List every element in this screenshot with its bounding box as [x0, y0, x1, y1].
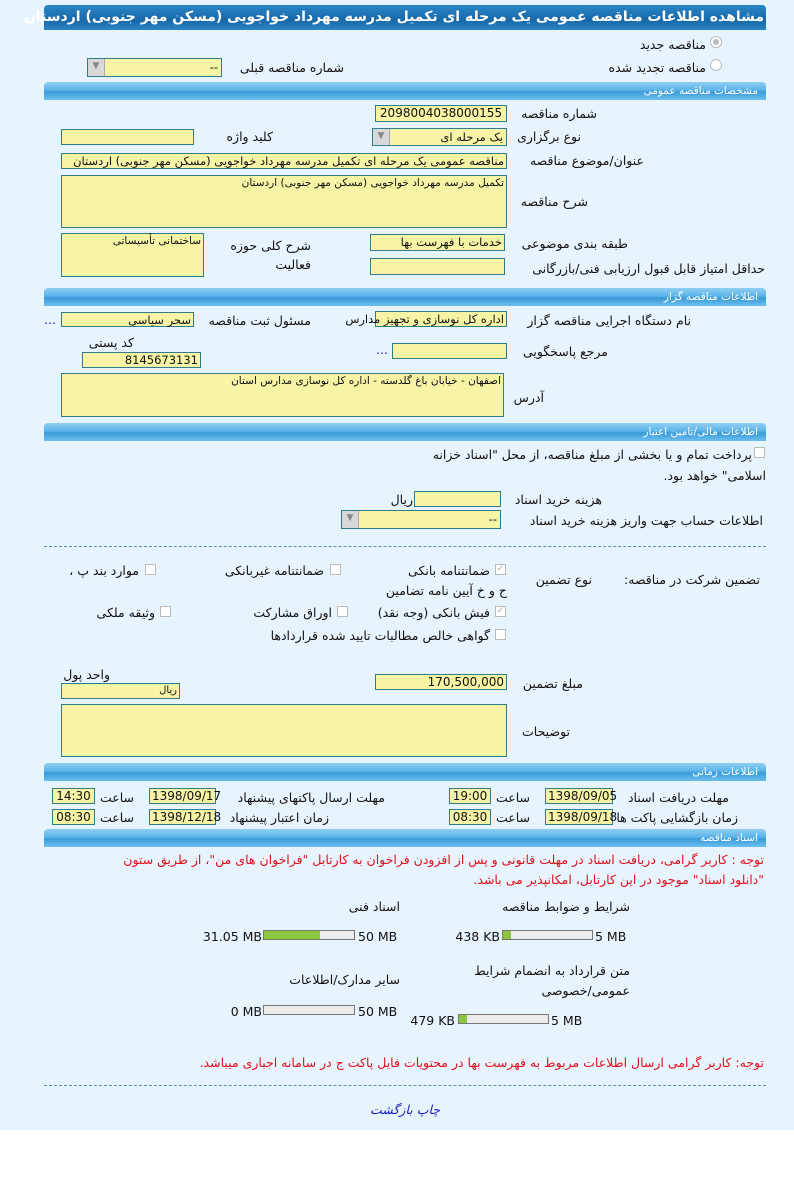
- chevron-down-icon: ▼: [342, 511, 359, 528]
- doc-progress: [263, 1005, 355, 1015]
- open-date-field[interactable]: 1398/09/18: [545, 809, 613, 825]
- property-label: وثیقه ملکی: [96, 605, 155, 620]
- property-checkbox[interactable]: [160, 606, 171, 617]
- divider: [44, 546, 766, 547]
- doc-progress-fill: [503, 931, 511, 939]
- org-label: نام دستگاه اجرایی مناقصه گزار: [527, 313, 691, 328]
- account-select[interactable]: ▼ --: [341, 510, 501, 529]
- guarantee-type-label: نوع تضمین: [535, 572, 592, 587]
- activity-label: شرح کلی حوزه فعالیت: [230, 238, 311, 272]
- treasury-checkbox[interactable]: [754, 447, 765, 458]
- treasury-text-2: اسلامی" خواهد بود.: [663, 468, 766, 483]
- doc-size: 438 KB: [455, 929, 500, 944]
- radio-renewed-tender[interactable]: [710, 59, 722, 71]
- ref-label: مرجع پاسخگویی: [522, 344, 608, 359]
- doc-max: 5 MB: [595, 929, 627, 944]
- radio-new-tender[interactable]: [710, 36, 722, 48]
- doc-max: 50 MB: [358, 1004, 398, 1019]
- hour-label: ساعت: [495, 810, 530, 825]
- type-label: نوع برگزاری: [517, 129, 581, 144]
- chevron-down-icon: ▼: [373, 129, 390, 145]
- cash-checkbox[interactable]: ✓: [496, 606, 505, 616]
- section-time: اطلاعات زمانی: [44, 763, 766, 781]
- org-field[interactable]: اداره کل نوسازی و تجهیز مدارس: [375, 311, 507, 327]
- notes-label: توضیحات: [522, 724, 570, 739]
- subject-field[interactable]: مناقصه عمومی یک مرحله ای تکمیل مدرسه مهرداد خواجویی (مسکن مهر جنوبی) اردستان: [61, 153, 507, 169]
- doc-size: 31.05 MB: [202, 929, 262, 944]
- keyword-label: کلید واژه: [226, 129, 273, 144]
- doc-size: 0 MB: [230, 1004, 262, 1019]
- hour-label: ساعت: [99, 790, 134, 805]
- currency-field[interactable]: ریال: [61, 683, 180, 699]
- doc-title: شرایط و ضوابط مناقصه: [502, 899, 630, 914]
- type-select[interactable]: ▼ یک مرحله ای: [372, 128, 507, 146]
- open-label: زمان بازگشایی پاکت ها: [616, 810, 738, 825]
- chevron-down-icon: ▼: [88, 59, 105, 76]
- doc-progress: [502, 930, 593, 940]
- ref-more-button[interactable]: ...: [376, 342, 388, 357]
- doc-title: سایر مدارک/اطلاعات: [289, 972, 400, 987]
- category-label: طبقه بندی موضوعی: [521, 236, 628, 251]
- ref-field[interactable]: [392, 343, 507, 359]
- submit-label: مهلت ارسال پاکتهای پیشنهاد: [237, 790, 385, 805]
- currency-label: واحد پول: [63, 667, 110, 682]
- nonbank-guarantee-checkbox[interactable]: [330, 564, 341, 575]
- account-label: اطلاعات حساب جهت واریز هزینه خرید اسناد: [529, 513, 763, 528]
- submit-date-field[interactable]: 1398/09/17: [149, 788, 216, 804]
- docs-note-mandatory: توجه: کاربر گرامی ارسال اطلاعات مربوط به فهرست بها در محتویات فایل پاکت ج در سامانه اجباری میباشد.: [199, 1055, 764, 1070]
- valid-time-field[interactable]: 08:30: [52, 809, 95, 825]
- receive-label: مهلت دریافت اسناد: [627, 790, 729, 805]
- notes-textarea[interactable]: [61, 704, 507, 757]
- treasury-text-1: پرداخت تمام و یا بخشی از مبلغ مناقصه، از محل "اسناد خزانه: [432, 447, 752, 462]
- amount-field[interactable]: 170,500,000: [375, 674, 507, 690]
- claims-label: گواهی خالص مطالبات تایید شده قراردادها: [270, 628, 490, 643]
- docs-note-1: توجه : کاربر گرامی، دریافت اسناد در مهلت قانونی و پس از افزودن فراخوان به کارتابل "فراخوان های من"، از طریق ستون: [123, 852, 764, 867]
- nonbank-guarantee-label: ضمانتنامه غیربانکی: [224, 563, 324, 578]
- bank-guarantee-label: ضمانتنامه بانکی: [408, 563, 490, 578]
- bank-guarantee-note: ح و خ آیین نامه تضامین: [385, 583, 507, 598]
- cash-label: فیش بانکی (وجه نقد): [377, 605, 490, 620]
- desc-textarea[interactable]: تکمیل مدرسه مهرداد خواجویی (مسکن مهر جنوبی) اردستان: [61, 175, 507, 228]
- doc-size: 479 KB: [410, 1013, 455, 1028]
- page-title: مشاهده اطلاعات مناقصه عمومی یک مرحله ای تکمیل مدرسه مهرداد خواجویی (مسکن مهر جنوبی) اردستان: [44, 5, 766, 30]
- postal-label: کد پستی: [88, 335, 134, 350]
- postal-field[interactable]: 8145673131: [82, 352, 201, 368]
- section-finance: اطلاعات مالی/تامین اعتبار: [44, 423, 766, 441]
- docs-note-2: "دانلود اسناد" موجود در این کارتابل، امکانپذیر می باشد.: [473, 872, 764, 887]
- category-field[interactable]: خدمات با فهرست بها: [370, 234, 505, 251]
- number-label: شماره مناقصه: [521, 106, 597, 121]
- bank-guarantee-checkbox[interactable]: ✓: [496, 564, 505, 574]
- section-general: مشخصات مناقصه عمومی: [44, 82, 766, 100]
- back-link[interactable]: بازگشت: [370, 1102, 413, 1117]
- doc-progress-fill: [264, 931, 320, 939]
- print-link[interactable]: چاپ: [416, 1102, 440, 1117]
- resp-label: مسئول ثبت مناقصه: [208, 313, 311, 328]
- resp-more-button[interactable]: ...: [44, 312, 56, 327]
- valid-label: زمان اعتبار پیشنهاد: [229, 810, 329, 825]
- doc-max: 5 MB: [551, 1013, 583, 1028]
- doc-title: متن قرارداد به انضمام شرایط: [474, 963, 630, 978]
- min-score-field[interactable]: [370, 258, 505, 275]
- address-label: آدرس: [513, 390, 544, 405]
- doc-max: 50 MB: [358, 929, 398, 944]
- doc-progress: [458, 1014, 549, 1024]
- hour-label: ساعت: [495, 790, 530, 805]
- submit-time-field[interactable]: 14:30: [52, 788, 95, 804]
- clause-checkbox[interactable]: [145, 564, 156, 575]
- doc-title: اسناد فنی: [348, 899, 400, 914]
- resp-field[interactable]: سحر سیاسی: [61, 312, 194, 327]
- amount-label: مبلغ تضمین: [522, 676, 583, 691]
- min-score-label: حداقل امتیاز قابل قبول ارزیابی فنی/بازرگانی: [532, 261, 765, 276]
- keyword-field[interactable]: [61, 129, 194, 145]
- subject-label: عنوان/موضوع مناقصه: [529, 153, 644, 168]
- fee-unit: ریال: [390, 492, 413, 507]
- fee-label: هزینه خرید اسناد: [514, 492, 602, 507]
- doc-title-2: عمومی/خصوصی: [541, 983, 630, 998]
- prev-number-label: شماره مناقصه قبلی: [239, 60, 344, 75]
- activity-textarea[interactable]: ساختمانی تأسیساتی: [61, 233, 204, 277]
- section-docs: اسناد مناقصه: [44, 829, 766, 847]
- radio-new-label: مناقصه جدید: [639, 37, 706, 52]
- bonds-checkbox[interactable]: [337, 606, 348, 617]
- tender-number-field[interactable]: 2098004038000155: [375, 105, 507, 122]
- receive-time-field[interactable]: 19:00: [449, 788, 491, 804]
- radio-renewed-label: مناقصه تجدید شده: [608, 60, 706, 75]
- bonds-label: اوراق مشارکت: [253, 605, 332, 620]
- clause-label: موارد بند پ ،: [69, 563, 139, 578]
- doc-progress: [263, 930, 355, 940]
- fee-field[interactable]: [414, 491, 501, 507]
- hour-label: ساعت: [99, 810, 134, 825]
- address-textarea[interactable]: اصفهان - خیابان باغ گلدسته - اداره کل نوسازی مدارس استان: [61, 373, 504, 417]
- open-time-field[interactable]: 08:30: [449, 809, 491, 825]
- divider: [44, 1085, 766, 1086]
- doc-progress-fill: [459, 1015, 467, 1023]
- valid-date-field[interactable]: 1398/12/18: [149, 809, 216, 825]
- claims-checkbox[interactable]: [495, 629, 506, 640]
- desc-label: شرح مناقصه: [520, 194, 588, 209]
- prev-number-select[interactable]: ▼ --: [87, 58, 222, 77]
- section-organizer: اطلاعات مناقصه گزار: [44, 288, 766, 306]
- receive-date-field[interactable]: 1398/09/05: [545, 788, 613, 804]
- guarantee-label: تضمین شرکت در مناقصه:: [624, 572, 760, 587]
